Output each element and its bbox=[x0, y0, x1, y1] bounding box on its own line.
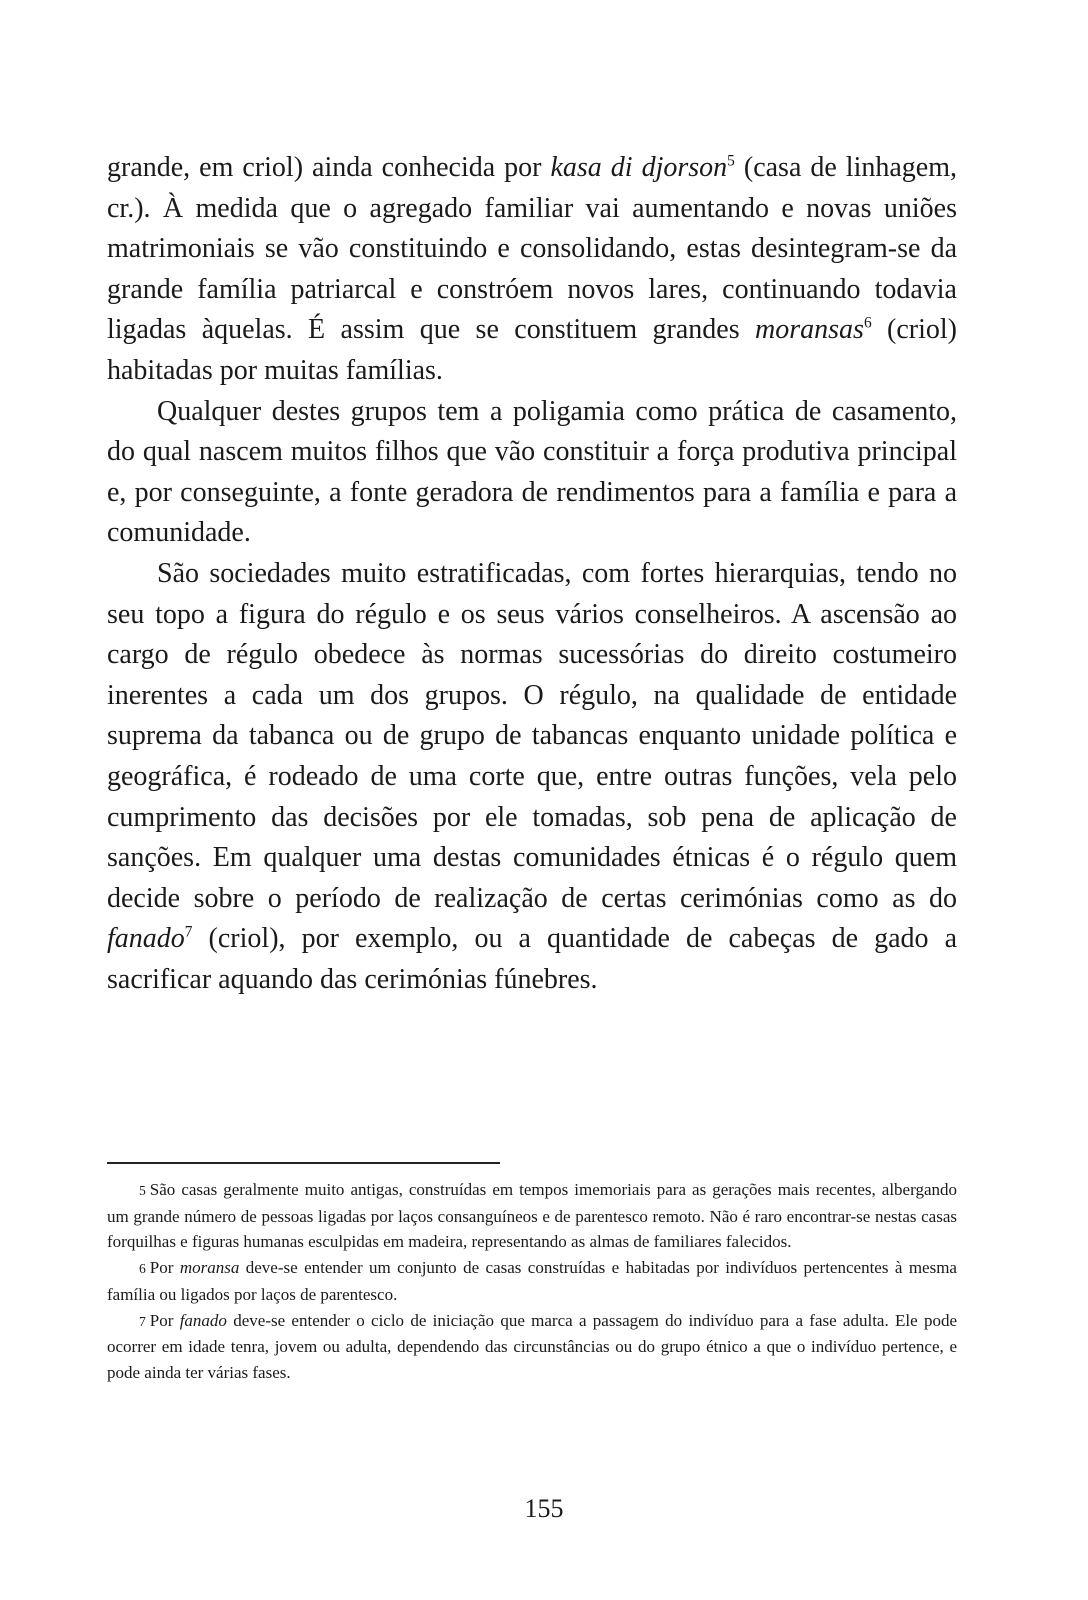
footnote-ref-5[interactable]: 5 bbox=[727, 152, 735, 170]
term-moransas: moransas bbox=[755, 314, 864, 346]
page-number: 155 bbox=[524, 1494, 564, 1523]
term-kasa-di-djorson: kasa di djorson bbox=[550, 152, 728, 183]
paragraph-1: grande, em criol) ainda conhecida por kasa di djorson$^5$ (casa de linhagem, cr.). À medida que o agregado familiar vai aumentando e novas uniões matrimoniais se vão constituindo e consolidando, estas desintegram-se da grande família patriarcal e constróem novos lares, continuando todavia ligadas àquelas. É assim que se constituem grandes moransas$^6$ (criol) habitadas por muitas famílias. bbox=[107, 152, 957, 386]
paragraph-3: São sociedades muito estratificadas, com fortes hierarquias, tendo no seu topo a figura do régulo e os seus vários conselheiros. A ascensão ao cargo de régulo obedece às normas sucessórias do direito costumeiro inerentes a cada um dos grupos. O régulo, na qualidade de entidade suprema da tabanca ou de grupo de tabancas enquanto unidade política e geográfica, é rodeado de uma corte que, entre outras funções, vela pelo cumprimento das decisões por ele tomadas, sob pena de aplicação de sanções. Em qualquer uma destas comunidades étnicas é o régulo quem decide sobre o período de realização de certas cerimónias como as do fanado$^7$ (criol), por exemplo, ou a quantidade de cabeças de gado a sacrificar aquando das cerimónias fúnebres. bbox=[107, 557, 957, 995]
paragraph-2: Qualquer destes grupos tem a poligamia como prática de casamento, do qual nascem muitos filhos que vão constituir a força produtiva principal e, por conseguinte, a fonte geradora de rendimentos para a família e para a comunidade. bbox=[107, 395, 957, 549]
footnotes bbox=[107, 1177, 957, 1386]
footnote-ref-6[interactable]: 6 bbox=[863, 315, 872, 333]
footnote-divider bbox=[107, 1162, 500, 1164]
term-fanado: fanado bbox=[107, 923, 185, 955]
footnote-6: 6 Por moransa deve-se entender um conjunto de casas construídas e habitadas por indivíduos pertencentes à mesma família ou ligados por laços de parentesco. bbox=[107, 1258, 957, 1304]
footnote-number: 6 bbox=[139, 1261, 146, 1277]
footnote-5: 5 São casas geralmente muito antigas, construídas em tempos imemoriais para as gerações mais recentes, albergando um grande número de pessoas ligadas por laços consanguíneos e de parentesco remoto. Não é raro encontrar-se nestas casas forquilhas e figuras humanas esculpidas em madeira, representando as almas de familiares falecidos. bbox=[107, 1180, 957, 1252]
main-text bbox=[107, 148, 957, 1000]
footnote-ref-7[interactable]: 7 bbox=[184, 923, 193, 941]
footnote-7: 7 Por fanado deve-se entender o ciclo de iniciação que marca a passagem do indivíduo para a fase adulta. Ele pode ocorrer em idade tenra, jovem ou adulta, dependendo das circunstâncias ou do grupo étnico a que o indivíduo pertence, e pode ainda ter várias fases. bbox=[107, 1310, 957, 1382]
footnote-number: 7 bbox=[139, 1313, 146, 1329]
footnote-number: 5 bbox=[139, 1183, 146, 1198]
